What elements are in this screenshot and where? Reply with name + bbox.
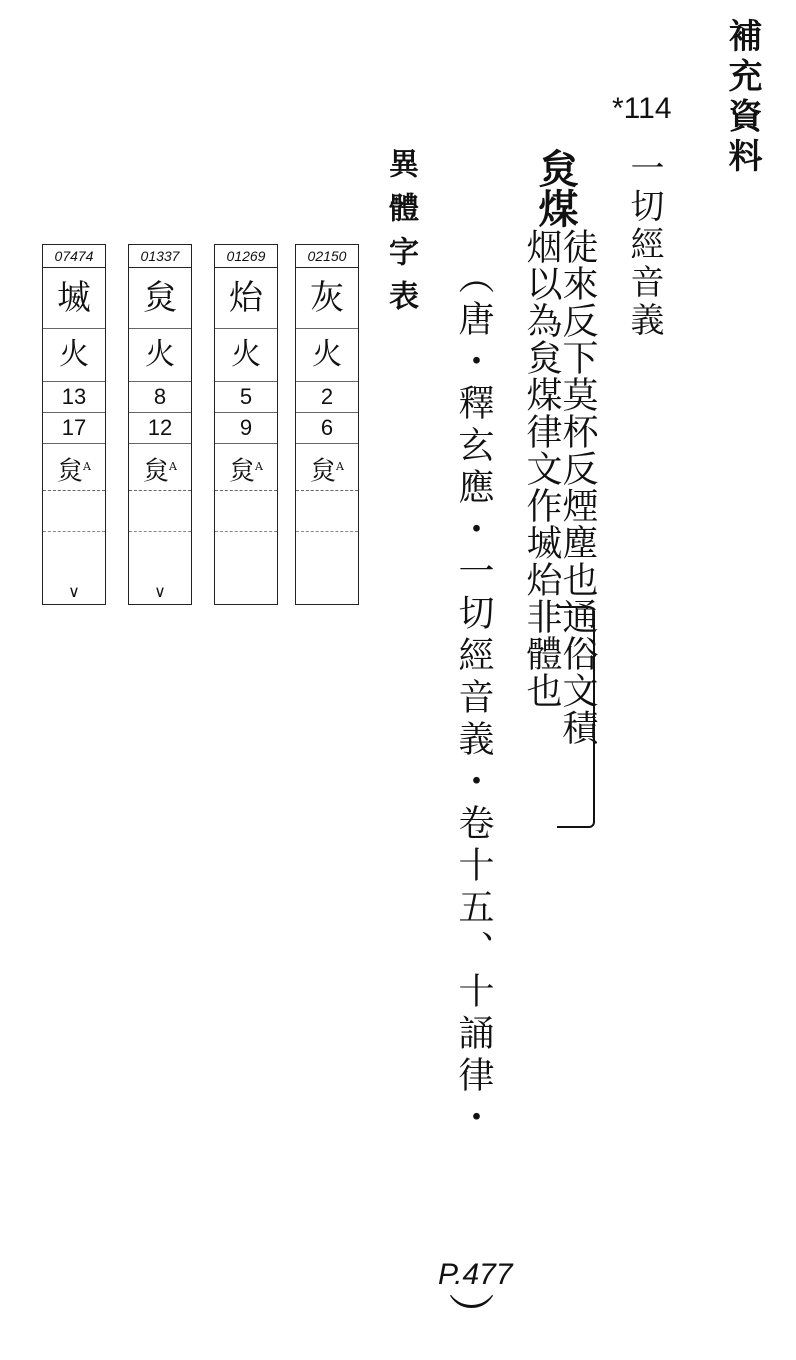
card-variant: 炱$^A$ — [43, 444, 105, 491]
card-code: 01269 — [215, 244, 277, 268]
card-blank-row — [43, 491, 105, 532]
card-mark: A — [255, 460, 263, 473]
entry-source: 一切經音義 — [624, 150, 664, 340]
definition-line-2: 烟以為炱煤律文作㙎炲非體也 — [521, 228, 562, 709]
highlight-bracket — [557, 606, 595, 828]
card-code: 01337 — [129, 244, 191, 268]
card-radical: 火 — [296, 329, 358, 382]
variant-card — [128, 244, 192, 605]
card-radical: 火 — [43, 329, 105, 382]
card-strokes-b: 17 — [43, 413, 105, 444]
card-blank-row — [296, 491, 358, 532]
card-strokes-a: 2 — [296, 382, 358, 413]
variant-card — [295, 244, 359, 605]
card-code: 02150 — [296, 244, 358, 268]
section-title: 補充資料 — [722, 18, 762, 178]
citation: （唐・釋玄應・一切經音義・卷十五、十誦律・ — [453, 258, 494, 1140]
card-variant: 炱$^A$ — [296, 444, 358, 491]
card-strokes-a: 13 — [43, 382, 105, 413]
card-strokes-b: 6 — [296, 413, 358, 444]
card-strokes-b: 12 — [129, 413, 191, 444]
card-variant: 炱$^A$ — [129, 444, 191, 491]
headword: 炱煤 — [532, 148, 579, 228]
card-character: 㙎 — [43, 268, 105, 329]
card-mark: A — [83, 460, 91, 473]
card-mark: A — [169, 460, 177, 473]
card-radical: 火 — [129, 329, 191, 382]
card-strokes-a: 8 — [129, 382, 191, 413]
card-foot: ∨ — [129, 532, 191, 605]
card-strokes-a: 5 — [215, 382, 277, 413]
variant-table-title: 異體字表 — [383, 148, 418, 324]
card-variant: 炱$^A$ — [215, 444, 277, 491]
citation-page: P.477 — [438, 1258, 513, 1291]
card-foot — [215, 532, 277, 605]
entry-number: *114 — [612, 92, 672, 125]
card-mark: A — [336, 460, 344, 473]
card-foot: ∨ — [43, 532, 105, 605]
card-blank-row — [129, 491, 191, 532]
card-foot — [296, 532, 358, 605]
card-code: 07474 — [43, 244, 105, 268]
card-character: 炱 — [129, 268, 191, 329]
card-radical: 火 — [215, 329, 277, 382]
card-character: 炲 — [215, 268, 277, 329]
card-blank-row — [215, 491, 277, 532]
definition-line-1: 徒來反下莫杯反煙塵也通俗文積 — [557, 228, 598, 746]
variant-card — [42, 244, 106, 605]
card-strokes-b: 9 — [215, 413, 277, 444]
citation-close: ） — [443, 1292, 497, 1338]
card-character: 灰 — [296, 268, 358, 329]
variant-card — [214, 244, 278, 605]
